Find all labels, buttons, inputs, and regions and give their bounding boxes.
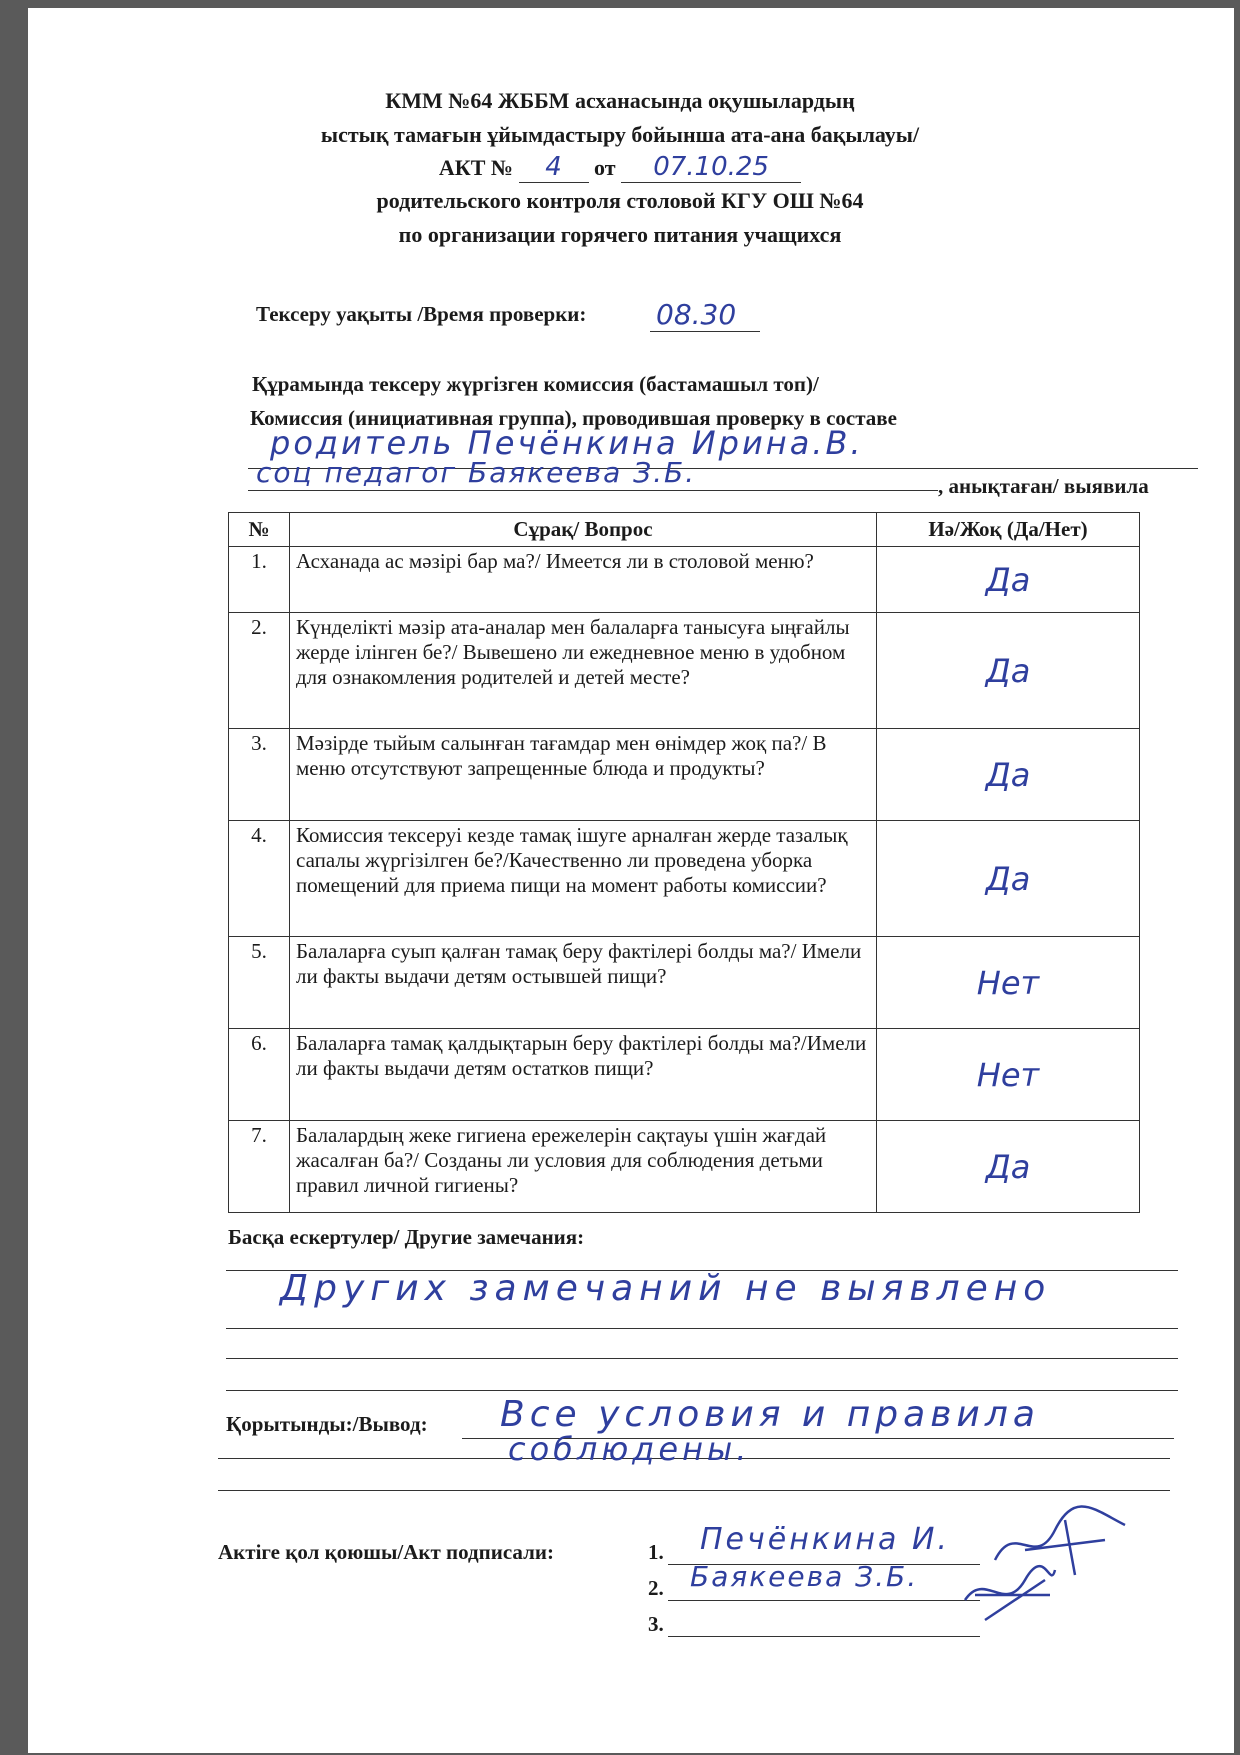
row-question: Комиссия тексеруі кезде тамақ ішуге арналған жерде тазалық сапалы жүргізілген бе?/Качественно ли проведена уборка помещений для приема пищи на момент работы комиссии?	[290, 821, 877, 937]
commission-member-2: соц педагог Баякеева З.Б.	[256, 456, 697, 489]
act-number: 4	[545, 152, 562, 182]
conclusion-line-3	[218, 1490, 1170, 1491]
title-line-4: родительского контроля столовой КГУ ОШ №64	[376, 188, 864, 213]
remarks-label: Басқа ескертулер/ Другие замечания:	[228, 1225, 585, 1249]
check-time-underline	[650, 331, 760, 332]
row-number: 4.	[229, 821, 290, 937]
commission-line-2	[248, 490, 938, 491]
row-answer: Да	[877, 729, 1140, 821]
table-row	[229, 937, 1140, 1029]
row-answer: Нет	[877, 937, 1140, 1029]
remarks-line-2	[226, 1328, 1178, 1329]
row-question: Мәзірде тыйым салынған тағамдар мен өнімдер жоқ па?/ В меню отсутствуют запрещенные блюда и продукты?	[290, 729, 877, 821]
row-number: 1.	[229, 547, 290, 613]
remarks-line-4	[226, 1390, 1178, 1391]
signature-number-3: 3.	[648, 1612, 664, 1636]
row-number: 2.	[229, 613, 290, 729]
signature-line-3	[668, 1636, 980, 1637]
act-number-field	[519, 152, 589, 183]
table-row	[229, 729, 1140, 821]
signatures-label: Актіге қол қоюшы/Акт подписали:	[218, 1540, 554, 1564]
signature-name-2: Баякеева З.Б.	[690, 1560, 919, 1593]
col-answer-header: Иә/Жоқ (Да/Нет)	[877, 513, 1140, 547]
signature-number-2: 2.	[648, 1576, 664, 1600]
check-time-label: Тексеру уақыты /Время проверки:	[256, 302, 587, 326]
row-number: 7.	[229, 1121, 290, 1213]
signature-line-2	[668, 1600, 980, 1601]
questions-table	[228, 512, 1140, 1213]
commission-label-1: Құрамында тексеру жүргізген комиссия (бастамашыл топ)/	[252, 372, 819, 396]
remarks-line-3	[226, 1358, 1178, 1359]
row-question: Асханада ас мәзірі бар ма?/ Имеется ли в столовой меню?	[290, 547, 877, 613]
signature-number-1: 1.	[648, 1540, 664, 1564]
title-line-1: КММ №64 ЖББМ асханасында оқушылардың	[385, 88, 855, 113]
table-header-row	[229, 513, 1140, 547]
row-question: Балаларға тамақ қалдықтарын беру фактілері болды ма?/Имели ли факты выдачи детям остатков пищи?	[290, 1029, 877, 1121]
remarks-value: Других замечаний не выявлено	[280, 1268, 1052, 1309]
check-time-value: 08.30	[656, 298, 737, 331]
commission-suffix: , анықтаған/ выявила	[938, 474, 1149, 498]
row-answer: Да	[877, 1121, 1140, 1213]
row-answer: Да	[877, 821, 1140, 937]
col-number-header: №	[229, 513, 290, 547]
row-number: 3.	[229, 729, 290, 821]
row-question: Балаларға суып қалған тамақ беру фактілері болды ма?/ Имели ли факты выдачи детям остывшей пищи?	[290, 937, 877, 1029]
row-question: Балалардың жеке гигиена ережелерін сақтауы үшін жағдай жасалған ба?/ Созданы ли условия для соблюдения детьми правил личной гигиены?	[290, 1121, 877, 1213]
conclusion-label: Қорытынды:/Вывод:	[226, 1412, 428, 1436]
commission-member-1: родитель Печёнкина Ирина.В.	[270, 424, 864, 462]
commission-label-2: Комиссия (инициативная группа), проводившая проверку в составе	[250, 406, 897, 430]
act-line	[0, 152, 1240, 183]
table-row	[229, 1121, 1140, 1213]
col-question-header: Сұрақ/ Вопрос	[290, 513, 877, 547]
row-answer: Да	[877, 613, 1140, 729]
row-number: 5.	[229, 937, 290, 1029]
row-answer: Нет	[877, 1029, 1140, 1121]
table-row	[229, 1029, 1140, 1121]
scan-edge	[1234, 0, 1240, 1755]
title-line-2: ыстық тамағын ұйымдастыру бойынша ата-ана бақылауы/	[320, 122, 920, 147]
act-label: АКТ №	[438, 155, 514, 180]
row-answer: Да	[877, 547, 1140, 613]
table-row	[229, 821, 1140, 937]
table-row	[229, 547, 1140, 613]
signature-name-1: Печёнкина И.	[700, 1522, 950, 1557]
handwritten-signature-2	[955, 1560, 1065, 1630]
act-from-label: от	[594, 155, 616, 180]
conclusion-value-2: соблюдены.	[508, 1430, 751, 1468]
conclusion-value-1: Все условия и правила	[500, 1394, 1040, 1435]
row-question: Күнделікті мәзір ата-аналар мен балаларға танысуға ыңғайлы жерде ілінген бе?/ Вывешено ли ежедневное меню в удобном для ознакомления родителей и детей месте?	[290, 613, 877, 729]
table-row	[229, 613, 1140, 729]
act-date: 07.10.25	[653, 152, 769, 182]
act-date-field	[621, 152, 801, 183]
title-line-5: по организации горячего питания учащихся	[398, 222, 842, 247]
row-number: 6.	[229, 1029, 290, 1121]
